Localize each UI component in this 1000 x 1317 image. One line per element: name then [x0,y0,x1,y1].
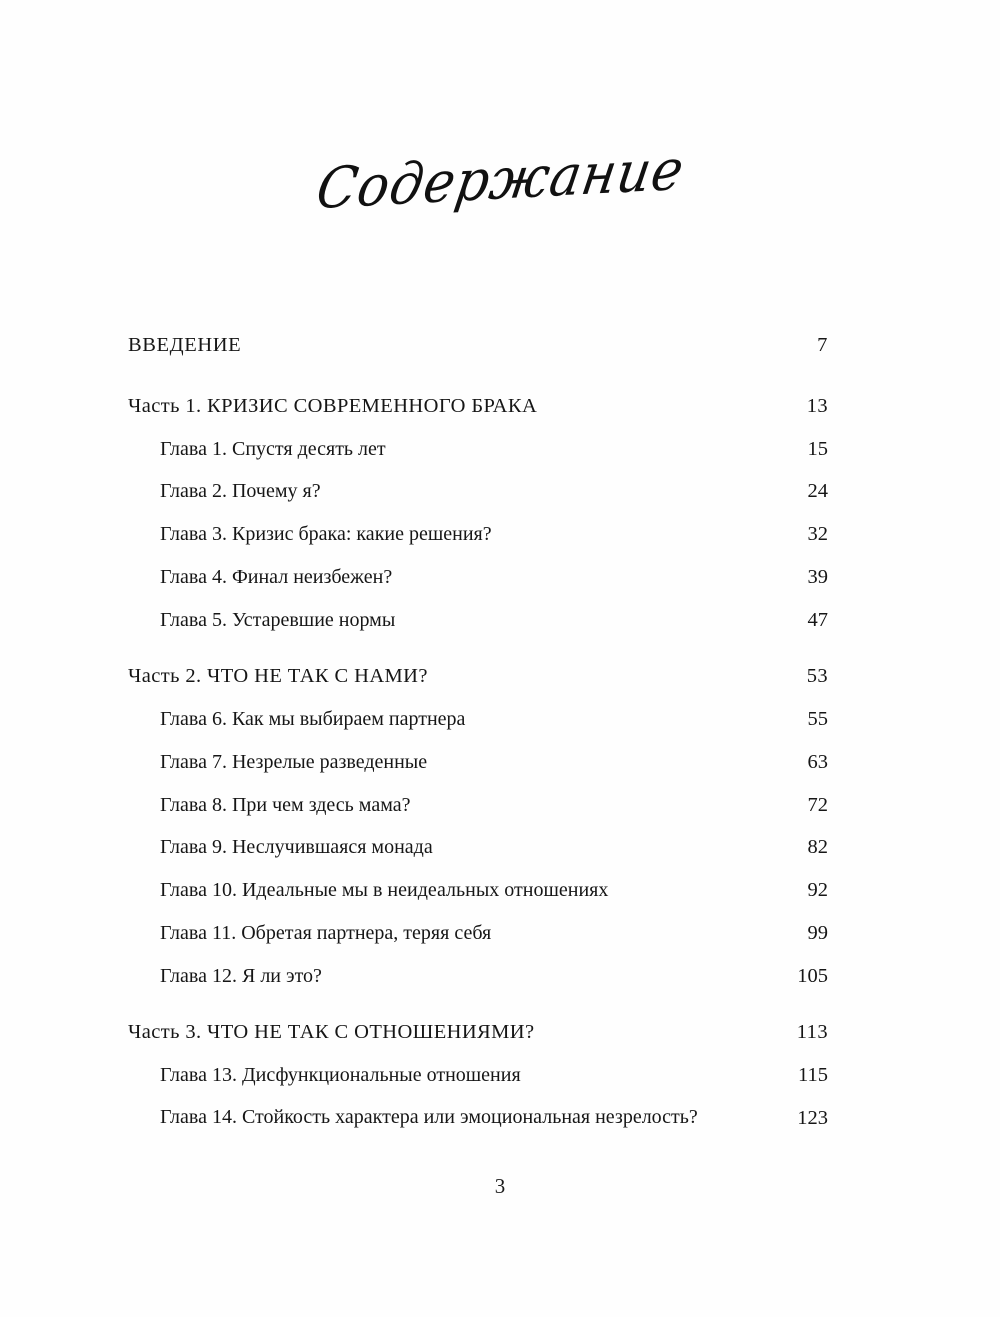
toc-entry-title: Глава 11. Обретая партнера, теряя себя [160,921,492,944]
toc-entry-title: Глава 2. Почему я? [160,480,321,503]
toc-entry-chapter[interactable] [128,832,828,863]
toc-entry-page: 115 [798,1064,828,1086]
toc-entry-title: Глава 3. Кризис брака: какие решения? [160,523,492,545]
table-of-contents [128,330,828,1134]
toc-entry-chapter[interactable] [128,434,828,465]
toc-entry-page: 55 [807,708,828,730]
page-title [0,124,1000,236]
toc-entry-page: 53 [806,665,828,688]
toc-entry-page: 82 [807,836,828,859]
toc-entry-page: 15 [807,437,828,460]
toc-entry-chapter[interactable] [128,1103,828,1134]
page-number: 3 [494,1174,506,1198]
toc-entry-page: 105 [797,964,828,987]
toc-entry-page: 123 [797,1106,828,1129]
toc-entry-chapter[interactable] [128,476,828,507]
toc-entry-chapter[interactable] [128,918,828,949]
toc-entry-page: 63 [807,750,828,773]
toc-entry-chapter[interactable] [128,747,828,778]
toc-entry-page: 113 [796,1021,828,1044]
toc-entry-page: 99 [807,921,828,944]
page-title-text: Содержание [311,137,689,223]
toc-entry-chapter[interactable] [128,562,828,593]
toc-entry-title: Глава 12. Я ли это? [160,964,322,987]
toc-entry-title: ВВЕДЕНИЕ [128,334,242,356]
toc-entry-part[interactable] [128,1017,828,1048]
toc-entry-page: 13 [806,394,828,417]
toc-entry-title: Часть 3. ЧТО НЕ ТАК С ОТНОШЕНИЯМИ? [128,1021,535,1044]
toc-entry-chapter[interactable] [128,605,828,636]
toc-entry-title: Глава 4. Финал неизбежен? [160,565,393,588]
toc-entry-title: Глава 9. Неслучившаяся монада [160,836,433,859]
toc-entry-page: 72 [807,793,828,816]
toc-entry-chapter[interactable] [128,790,828,821]
toc-entry-title: Глава 8. При чем здесь мама? [160,793,411,816]
toc-entry-title: Глава 1. Спустя десять лет [160,437,386,460]
toc-entry-title: Глава 7. Незрелые разведенные [160,750,428,773]
toc-entry-title: Глава 13. Дисфункциональные отношения [160,1064,521,1086]
toc-entry-title: Глава 5. Устаревшие нормы [160,608,396,631]
toc-entry-chapter[interactable] [128,519,828,550]
toc-entry-page: 92 [807,879,828,901]
toc-entry-page: 32 [807,523,828,545]
toc-entry-chapter[interactable] [128,961,828,992]
toc-entry-title: Глава 14. Стойкость характера или эмоциональная незрелость? [160,1105,698,1128]
toc-entry-part[interactable] [128,661,828,692]
toc-entry-page: 47 [807,608,828,631]
toc-entry-title: Часть 2. ЧТО НЕ ТАК С НАМИ? [128,665,428,688]
toc-entry-title: Глава 6. Как мы выбираем партнера [160,708,466,730]
toc-entry-part[interactable] [128,391,828,422]
toc-entry-page: 39 [807,565,828,588]
toc-entry-intro[interactable] [128,330,828,361]
toc-entry-page: 7 [817,334,828,356]
toc-entry-chapter[interactable] [128,875,828,906]
toc-entry-chapter[interactable] [128,704,828,735]
toc-entry-chapter[interactable] [128,1060,828,1091]
toc-entry-title: Часть 1. КРИЗИС СОВРЕМЕННОГО БРАКА [128,394,538,417]
toc-entry-title: Глава 10. Идеальные мы в неидеальных отношениях [160,879,609,901]
toc-entry-page: 24 [807,480,828,503]
